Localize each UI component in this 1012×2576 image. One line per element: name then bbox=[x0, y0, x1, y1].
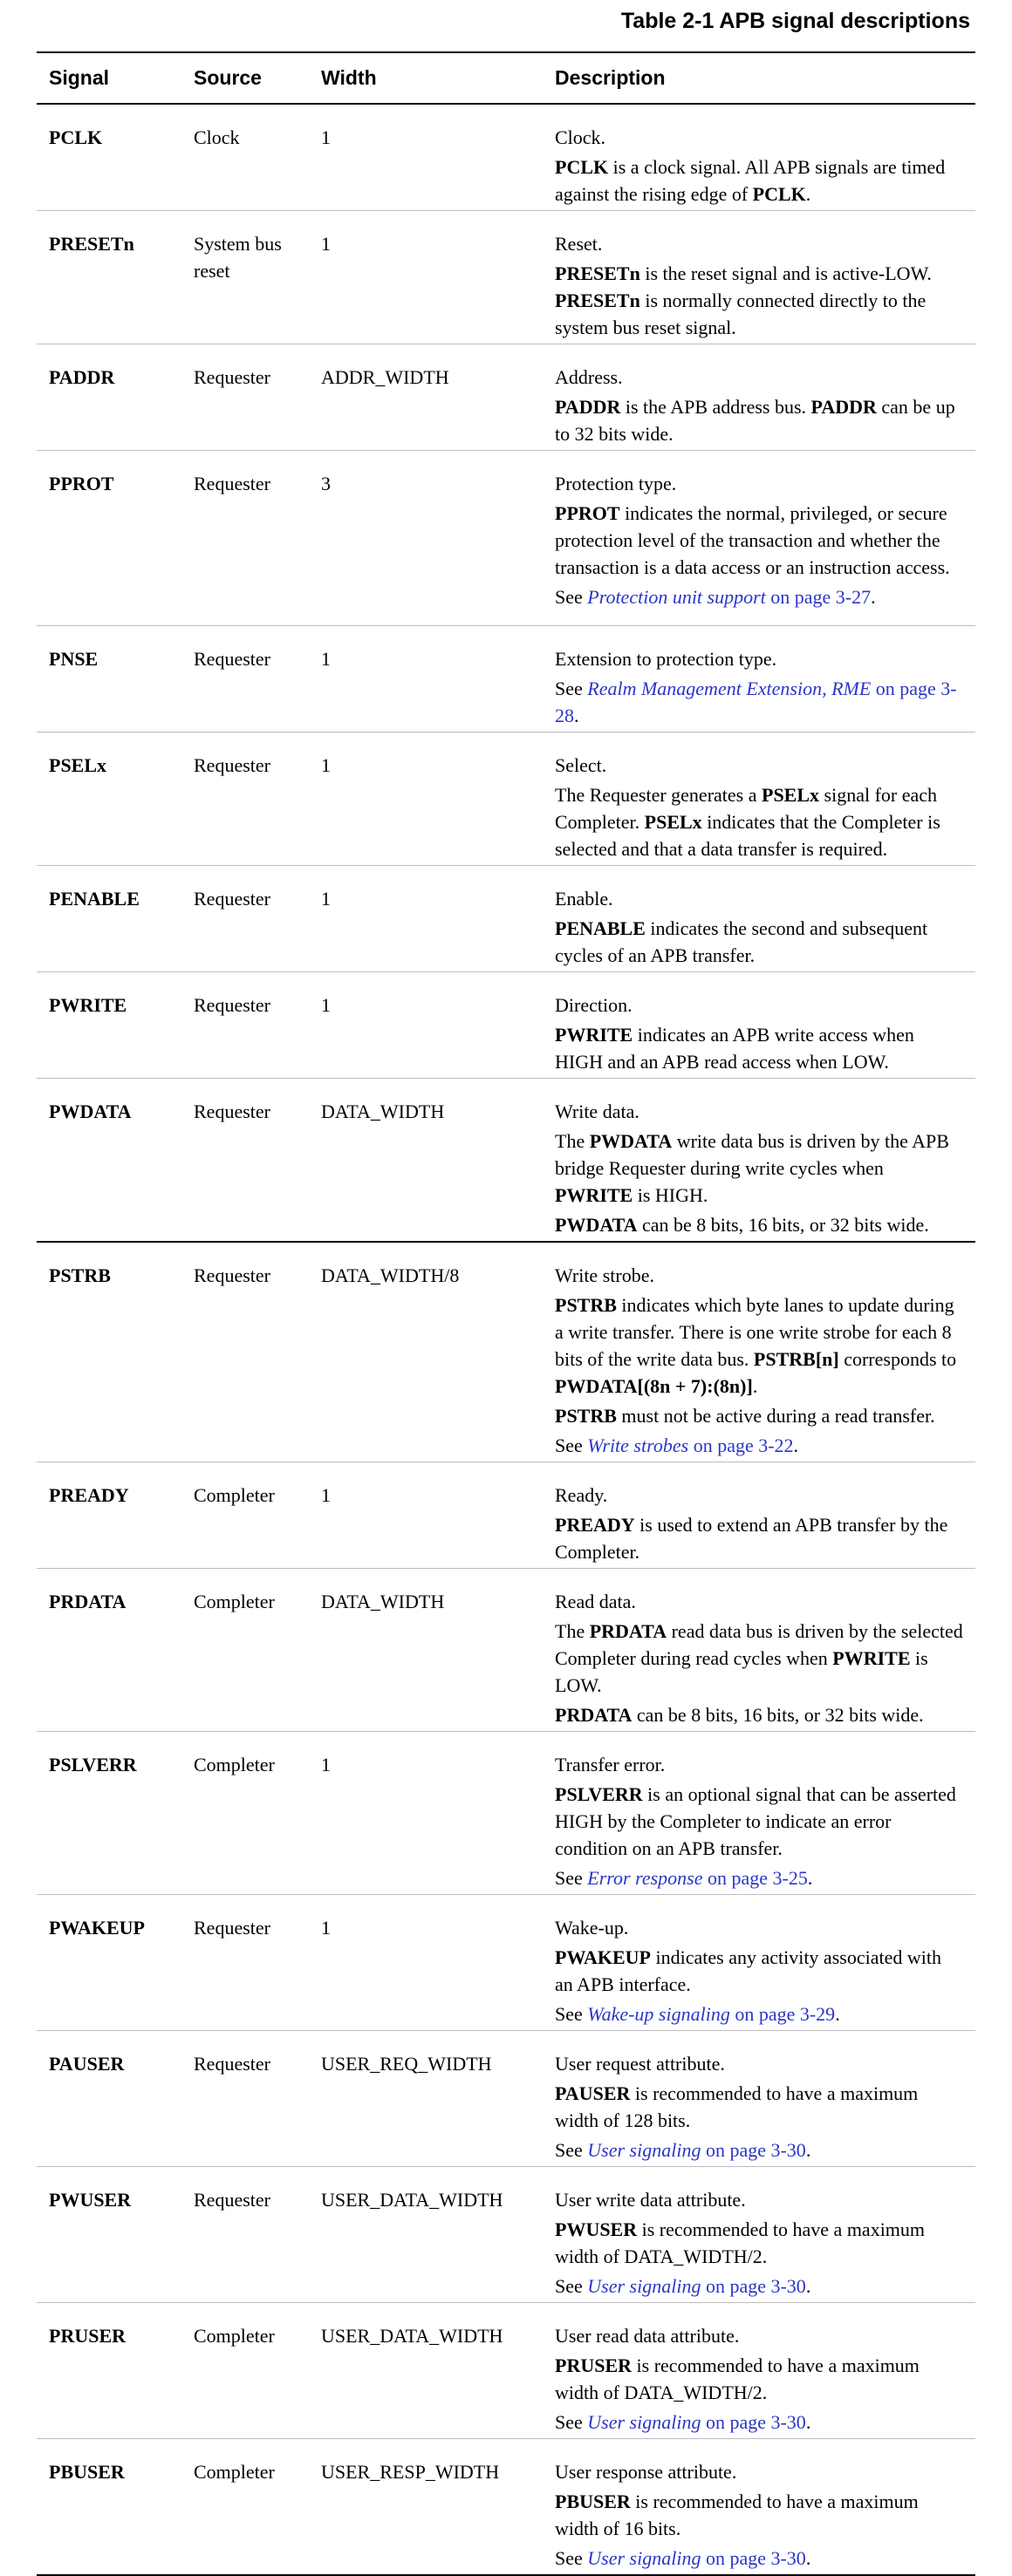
signal-source: Requester bbox=[181, 344, 309, 451]
description-text: is recommended to have a maximum width of DATA_WIDTH/2. bbox=[555, 2355, 920, 2403]
description-paragraph bbox=[555, 1402, 963, 1429]
signal-source: Completer bbox=[181, 2439, 309, 2576]
description-paragraph bbox=[555, 992, 963, 1019]
description-text: Address. bbox=[555, 366, 623, 388]
signal-ref: PSELx bbox=[644, 811, 702, 833]
signal-source: Requester bbox=[181, 1895, 309, 2031]
header-source: Source bbox=[181, 52, 309, 104]
description-text: is recommended to have a maximum width of DATA_WIDTH/2. bbox=[555, 2218, 926, 2267]
description-text: . bbox=[835, 2003, 840, 2025]
description-text: Select. bbox=[555, 754, 607, 776]
description-text: . bbox=[805, 183, 811, 205]
description-paragraph bbox=[555, 1098, 963, 1125]
description-text: Wake-up. bbox=[555, 1917, 629, 1939]
signal-ref: PWDATA[(8n + 7):(8n)] bbox=[555, 1375, 753, 1397]
signal-source: Requester bbox=[181, 1242, 309, 1462]
description-text: can be up to 32 bits wide. bbox=[555, 396, 955, 445]
table-row bbox=[37, 451, 975, 626]
signal-source: Completer bbox=[181, 2303, 309, 2439]
signal-source: Requester bbox=[181, 451, 309, 626]
table-row bbox=[37, 1242, 975, 1462]
signal-ref: PRESETn bbox=[555, 262, 640, 284]
signal-name: PWUSER bbox=[37, 2167, 181, 2303]
description-text: Transfer error. bbox=[555, 1754, 666, 1775]
description-paragraph bbox=[555, 1432, 963, 1459]
header-description: Description bbox=[543, 52, 975, 104]
table-row bbox=[37, 1079, 975, 1243]
table-row bbox=[37, 344, 975, 451]
signal-width: 3 bbox=[309, 451, 543, 626]
signal-ref: PADDR bbox=[810, 396, 877, 418]
signal-ref: PWRITE bbox=[832, 1647, 911, 1669]
signal-ref: PWDATA bbox=[555, 1214, 638, 1236]
description-text: indicates that the Completer is selected and that a data transfer is required. bbox=[555, 811, 940, 860]
description-paragraph bbox=[555, 2216, 963, 2270]
signal-description bbox=[543, 344, 975, 451]
description-text: See bbox=[555, 2139, 588, 2161]
signal-width: DATA_WIDTH bbox=[309, 1569, 543, 1732]
description-paragraph bbox=[555, 1262, 963, 1289]
description-text: is recommended to have a maximum width of 16 bits. bbox=[555, 2491, 919, 2539]
description-paragraph bbox=[555, 260, 963, 341]
description-text: See bbox=[555, 2547, 588, 2569]
description-text: corresponds to bbox=[838, 1348, 957, 1370]
signal-name: PADDR bbox=[37, 344, 181, 451]
signal-width: USER_RESP_WIDTH bbox=[309, 2439, 543, 2576]
description-paragraph bbox=[555, 2136, 963, 2164]
table-row bbox=[37, 1732, 975, 1895]
signal-name: PWRITE bbox=[37, 972, 181, 1079]
signal-width: 1 bbox=[309, 1462, 543, 1569]
description-text: Ready. bbox=[555, 1484, 608, 1506]
signal-ref: PREADY bbox=[555, 1514, 635, 1536]
description-paragraph bbox=[555, 2050, 963, 2077]
signal-name: PENABLE bbox=[37, 866, 181, 972]
cross-reference-link[interactable] bbox=[587, 1435, 688, 1456]
cross-reference-page[interactable]: on page 3-30 bbox=[701, 2275, 806, 2297]
description-text: . bbox=[752, 1375, 758, 1397]
signal-source: Requester bbox=[181, 972, 309, 1079]
signal-ref: PRESETn bbox=[555, 290, 640, 311]
description-text: See bbox=[555, 2411, 588, 2433]
description-paragraph bbox=[555, 1482, 963, 1509]
description-paragraph bbox=[555, 1781, 963, 1862]
description-text: read data bus is driven by the selected Completer during read cycles when bbox=[555, 1620, 963, 1669]
cross-reference-title[interactable]: Error response bbox=[587, 1867, 703, 1889]
signal-ref: PBUSER bbox=[555, 2491, 631, 2512]
cross-reference-link[interactable] bbox=[587, 2411, 701, 2433]
description-paragraph bbox=[555, 2080, 963, 2134]
description-text: User request attribute. bbox=[555, 2053, 725, 2075]
table-row bbox=[37, 211, 975, 344]
signal-name: PBUSER bbox=[37, 2439, 181, 2576]
signal-ref: PSLVERR bbox=[555, 1783, 643, 1805]
description-text: Enable. bbox=[555, 888, 613, 910]
description-text: Write strobe. bbox=[555, 1264, 654, 1286]
table-row bbox=[37, 2031, 975, 2167]
table-row bbox=[37, 2303, 975, 2439]
signal-description bbox=[543, 626, 975, 733]
cross-reference-title[interactable]: User signaling bbox=[587, 2139, 701, 2161]
description-text: write data bus is driven by the APB bridge Requester during write cycles when bbox=[555, 1130, 949, 1179]
signal-description bbox=[543, 2031, 975, 2167]
description-paragraph bbox=[555, 230, 963, 257]
signal-source: Requester bbox=[181, 733, 309, 866]
table-row bbox=[37, 626, 975, 733]
signal-width: 1 bbox=[309, 866, 543, 972]
signal-description bbox=[543, 1569, 975, 1732]
signal-width: USER_DATA_WIDTH bbox=[309, 2167, 543, 2303]
signal-name: PAUSER bbox=[37, 2031, 181, 2167]
signal-ref: PWAKEUP bbox=[555, 1946, 651, 1968]
description-text: is HIGH. bbox=[632, 1184, 708, 1206]
signal-source: Requester bbox=[181, 866, 309, 972]
signal-ref: PRDATA bbox=[589, 1620, 667, 1642]
description-paragraph bbox=[555, 1021, 963, 1075]
description-text: See bbox=[555, 586, 588, 608]
cross-reference-link[interactable] bbox=[587, 586, 766, 608]
description-text: Read data. bbox=[555, 1591, 636, 1612]
signal-ref: PSTRB bbox=[555, 1294, 617, 1316]
description-text: indicates any activity associated with an APB interface. bbox=[555, 1946, 941, 1995]
description-text: . bbox=[871, 586, 876, 608]
cross-reference-link[interactable] bbox=[587, 2003, 730, 2025]
table-row bbox=[37, 1569, 975, 1732]
description-text: indicates an APB write access when HIGH and an APB read access when LOW. bbox=[555, 1024, 914, 1073]
cross-reference-link[interactable] bbox=[587, 2275, 701, 2297]
description-paragraph bbox=[555, 781, 963, 862]
signal-source: Completer bbox=[181, 1569, 309, 1732]
signal-ref: PWUSER bbox=[555, 2218, 638, 2240]
signal-source: Requester bbox=[181, 626, 309, 733]
description-text: The Requester generates a bbox=[555, 784, 762, 806]
signal-ref: PWRITE bbox=[555, 1024, 633, 1046]
cross-reference-page[interactable]: on page 3-30 bbox=[701, 2547, 806, 2569]
table-row bbox=[37, 2167, 975, 2303]
signal-description bbox=[543, 972, 975, 1079]
signal-width: 1 bbox=[309, 733, 543, 866]
header-width: Width bbox=[309, 52, 543, 104]
description-text: . bbox=[807, 1867, 813, 1889]
description-text: . bbox=[805, 2139, 811, 2161]
signal-name: PRDATA bbox=[37, 1569, 181, 1732]
header-row bbox=[37, 52, 975, 104]
description-text: is a clock signal. All APB signals are timed against the rising edge of bbox=[555, 156, 946, 205]
description-paragraph bbox=[555, 645, 963, 672]
signal-width: 1 bbox=[309, 626, 543, 733]
description-paragraph bbox=[555, 2458, 963, 2485]
signal-name: PRUSER bbox=[37, 2303, 181, 2439]
signal-source: Completer bbox=[181, 1462, 309, 1569]
description-text: indicates the second and subsequent cycles of an APB transfer. bbox=[555, 917, 928, 966]
description-text: Extension to protection type. bbox=[555, 648, 777, 670]
description-text: can be 8 bits, 16 bits, or 32 bits wide. bbox=[637, 1214, 929, 1236]
description-text: . bbox=[805, 2547, 811, 2569]
signal-name: PSTRB bbox=[37, 1242, 181, 1462]
signal-width: 1 bbox=[309, 1732, 543, 1895]
signal-ref: PADDR bbox=[555, 396, 621, 418]
signal-ref: PRUSER bbox=[555, 2355, 632, 2376]
signal-source: Requester bbox=[181, 2167, 309, 2303]
signal-ref: PENABLE bbox=[555, 917, 646, 939]
cross-reference-link[interactable] bbox=[587, 2139, 701, 2161]
table-row bbox=[37, 866, 975, 972]
signal-name: PRESETn bbox=[37, 211, 181, 344]
signal-description bbox=[543, 2303, 975, 2439]
signal-ref: PRDATA bbox=[555, 1704, 632, 1726]
description-paragraph bbox=[555, 2000, 963, 2027]
description-text: User read data attribute. bbox=[555, 2325, 740, 2347]
description-paragraph bbox=[555, 1944, 963, 1998]
description-paragraph bbox=[555, 2273, 963, 2300]
signal-description bbox=[543, 451, 975, 626]
cross-reference-page[interactable]: on page 3-30 bbox=[701, 2411, 806, 2433]
description-text: See bbox=[555, 2003, 588, 2025]
description-paragraph bbox=[555, 153, 963, 208]
cross-reference-page[interactable]: on page 3-22 bbox=[688, 1435, 794, 1456]
description-text: . bbox=[574, 705, 579, 726]
signal-source: Requester bbox=[181, 2031, 309, 2167]
signal-source: System bus reset bbox=[181, 211, 309, 344]
signal-description bbox=[543, 104, 975, 211]
description-paragraph bbox=[555, 1914, 963, 1941]
signal-ref: PCLK bbox=[752, 183, 806, 205]
cross-reference-title[interactable]: Wake-up signaling bbox=[587, 2003, 730, 2025]
description-paragraph bbox=[555, 675, 963, 729]
signal-description bbox=[543, 1242, 975, 1462]
signal-name: PNSE bbox=[37, 626, 181, 733]
signal-ref: PAUSER bbox=[555, 2082, 631, 2104]
signal-source: Completer bbox=[181, 1732, 309, 1895]
signal-ref: PWDATA bbox=[589, 1130, 673, 1152]
signal-width: DATA_WIDTH bbox=[309, 1079, 543, 1243]
description-paragraph bbox=[555, 752, 963, 779]
description-paragraph bbox=[555, 470, 963, 497]
description-text: can be 8 bits, 16 bits, or 32 bits wide. bbox=[632, 1704, 924, 1726]
signal-name: PPROT bbox=[37, 451, 181, 626]
description-paragraph bbox=[555, 915, 963, 969]
description-text: See bbox=[555, 2275, 588, 2297]
cross-reference-title[interactable]: User signaling bbox=[587, 2547, 701, 2569]
description-paragraph bbox=[555, 1864, 963, 1891]
apb-signal-table bbox=[37, 51, 975, 2576]
signal-width: USER_REQ_WIDTH bbox=[309, 2031, 543, 2167]
signal-ref: PSELx bbox=[762, 784, 820, 806]
cross-reference-title[interactable]: Realm Management Extension, RME bbox=[587, 678, 872, 699]
description-text: is recommended to have a maximum width of 128 bits. bbox=[555, 2082, 919, 2131]
description-paragraph bbox=[555, 2488, 963, 2542]
description-text: . bbox=[793, 1435, 799, 1456]
description-paragraph bbox=[555, 2186, 963, 2213]
description-text: indicates which byte lanes to update during a write transfer. There is one write strobe for each 8 bits of the write data bus. bbox=[555, 1294, 954, 1370]
description-paragraph bbox=[555, 583, 963, 610]
description-text: See bbox=[555, 678, 588, 699]
signal-name: PCLK bbox=[37, 104, 181, 211]
signal-description bbox=[543, 211, 975, 344]
description-paragraph bbox=[555, 2545, 963, 2572]
description-text: is an optional signal that can be asserted HIGH by the Completer to indicate an error condition on an APB transfer. bbox=[555, 1783, 956, 1859]
signal-width: 1 bbox=[309, 104, 543, 211]
description-paragraph bbox=[555, 2352, 963, 2406]
signal-width: DATA_WIDTH/8 bbox=[309, 1242, 543, 1462]
table-row bbox=[37, 104, 975, 211]
header-signal: Signal bbox=[37, 52, 181, 104]
description-paragraph bbox=[555, 1211, 963, 1238]
signal-width: 1 bbox=[309, 211, 543, 344]
description-text: User response attribute. bbox=[555, 2461, 737, 2483]
signal-width: 1 bbox=[309, 1895, 543, 2031]
table-row bbox=[37, 733, 975, 866]
signal-width: USER_DATA_WIDTH bbox=[309, 2303, 543, 2439]
signal-description bbox=[543, 733, 975, 866]
signal-source: Requester bbox=[181, 1079, 309, 1243]
description-text: is the APB address bus. bbox=[620, 396, 811, 418]
signal-description bbox=[543, 2167, 975, 2303]
cross-reference-title[interactable]: User signaling bbox=[587, 2275, 701, 2297]
description-paragraph bbox=[555, 1128, 963, 1209]
description-paragraph bbox=[555, 124, 963, 151]
description-paragraph bbox=[555, 364, 963, 391]
signal-ref: PWRITE bbox=[555, 1184, 633, 1206]
cross-reference-link[interactable] bbox=[587, 1867, 702, 1889]
description-text: signal for each Completer. bbox=[555, 784, 938, 833]
description-text: is the reset signal and is active-LOW. bbox=[639, 262, 932, 284]
cross-reference-link[interactable] bbox=[587, 2547, 701, 2569]
description-paragraph bbox=[555, 2322, 963, 2349]
description-text: Direction. bbox=[555, 994, 632, 1016]
description-paragraph bbox=[555, 885, 963, 912]
signal-name: PSELx bbox=[37, 733, 181, 866]
table-row bbox=[37, 972, 975, 1079]
signal-name: PWAKEUP bbox=[37, 1895, 181, 2031]
cross-reference-page[interactable]: on page 3-30 bbox=[701, 2139, 806, 2161]
signal-ref: PSTRB[n] bbox=[753, 1348, 839, 1370]
description-text: Write data. bbox=[555, 1101, 639, 1122]
description-text: See bbox=[555, 1435, 588, 1456]
cross-reference-title[interactable]: Protection unit support bbox=[587, 586, 766, 608]
description-paragraph bbox=[555, 1588, 963, 1615]
signal-ref: PPROT bbox=[555, 502, 620, 524]
description-text: The bbox=[555, 1130, 590, 1152]
signal-ref: PSTRB bbox=[555, 1405, 617, 1427]
cross-reference-title[interactable]: User signaling bbox=[587, 2411, 701, 2433]
description-text: indicates the normal, privileged, or secure protection level of the transaction and whether the transaction is a data access or an instruction access. bbox=[555, 502, 950, 578]
signal-description bbox=[543, 1462, 975, 1569]
table-title: Table 2-1 APB signal descriptions bbox=[620, 9, 970, 33]
description-text: See bbox=[555, 1867, 588, 1889]
description-text: is used to extend an APB transfer by the Completer. bbox=[555, 1514, 948, 1563]
description-paragraph bbox=[555, 1291, 963, 1400]
description-text: The bbox=[555, 1620, 590, 1642]
description-text: must not be active during a read transfer. bbox=[616, 1405, 935, 1427]
signal-name: PREADY bbox=[37, 1462, 181, 1569]
description-paragraph bbox=[555, 393, 963, 447]
description-text: is LOW. bbox=[555, 1647, 928, 1696]
signal-width: ADDR_WIDTH bbox=[309, 344, 543, 451]
signal-width: 1 bbox=[309, 972, 543, 1079]
signal-source: Clock bbox=[181, 104, 309, 211]
table-row bbox=[37, 1462, 975, 1569]
description-paragraph bbox=[555, 1618, 963, 1699]
cross-reference-page[interactable]: on page 3-27 bbox=[765, 586, 872, 608]
signal-description bbox=[543, 1079, 975, 1243]
cross-reference-title[interactable]: Write strobes bbox=[587, 1435, 689, 1456]
cross-reference-page[interactable]: on page 3-25 bbox=[702, 1867, 808, 1889]
signal-ref: PCLK bbox=[555, 156, 609, 178]
cross-reference-link[interactable] bbox=[587, 678, 871, 699]
description-paragraph bbox=[555, 1751, 963, 1778]
description-text: is normally connected directly to the system bus reset signal. bbox=[555, 290, 927, 338]
signal-description bbox=[543, 866, 975, 972]
description-text: Clock. bbox=[555, 126, 606, 148]
description-paragraph bbox=[555, 500, 963, 581]
signal-description bbox=[543, 2439, 975, 2576]
description-paragraph bbox=[555, 1701, 963, 1728]
signal-description bbox=[543, 1895, 975, 2031]
signal-name: PWDATA bbox=[37, 1079, 181, 1243]
signal-name: PSLVERR bbox=[37, 1732, 181, 1895]
description-paragraph bbox=[555, 2409, 963, 2436]
signal-description bbox=[543, 1732, 975, 1895]
cross-reference-page[interactable]: on page 3-28 bbox=[555, 678, 957, 726]
description-text: Protection type. bbox=[555, 473, 677, 494]
description-paragraph bbox=[555, 1511, 963, 1565]
table-row bbox=[37, 2439, 975, 2576]
description-text: User write data attribute. bbox=[555, 2189, 746, 2211]
table-row bbox=[37, 1895, 975, 2031]
description-text: . bbox=[805, 2275, 811, 2297]
description-text: . bbox=[805, 2411, 811, 2433]
cross-reference-page[interactable]: on page 3-29 bbox=[729, 2003, 836, 2025]
description-text: Reset. bbox=[555, 233, 603, 255]
